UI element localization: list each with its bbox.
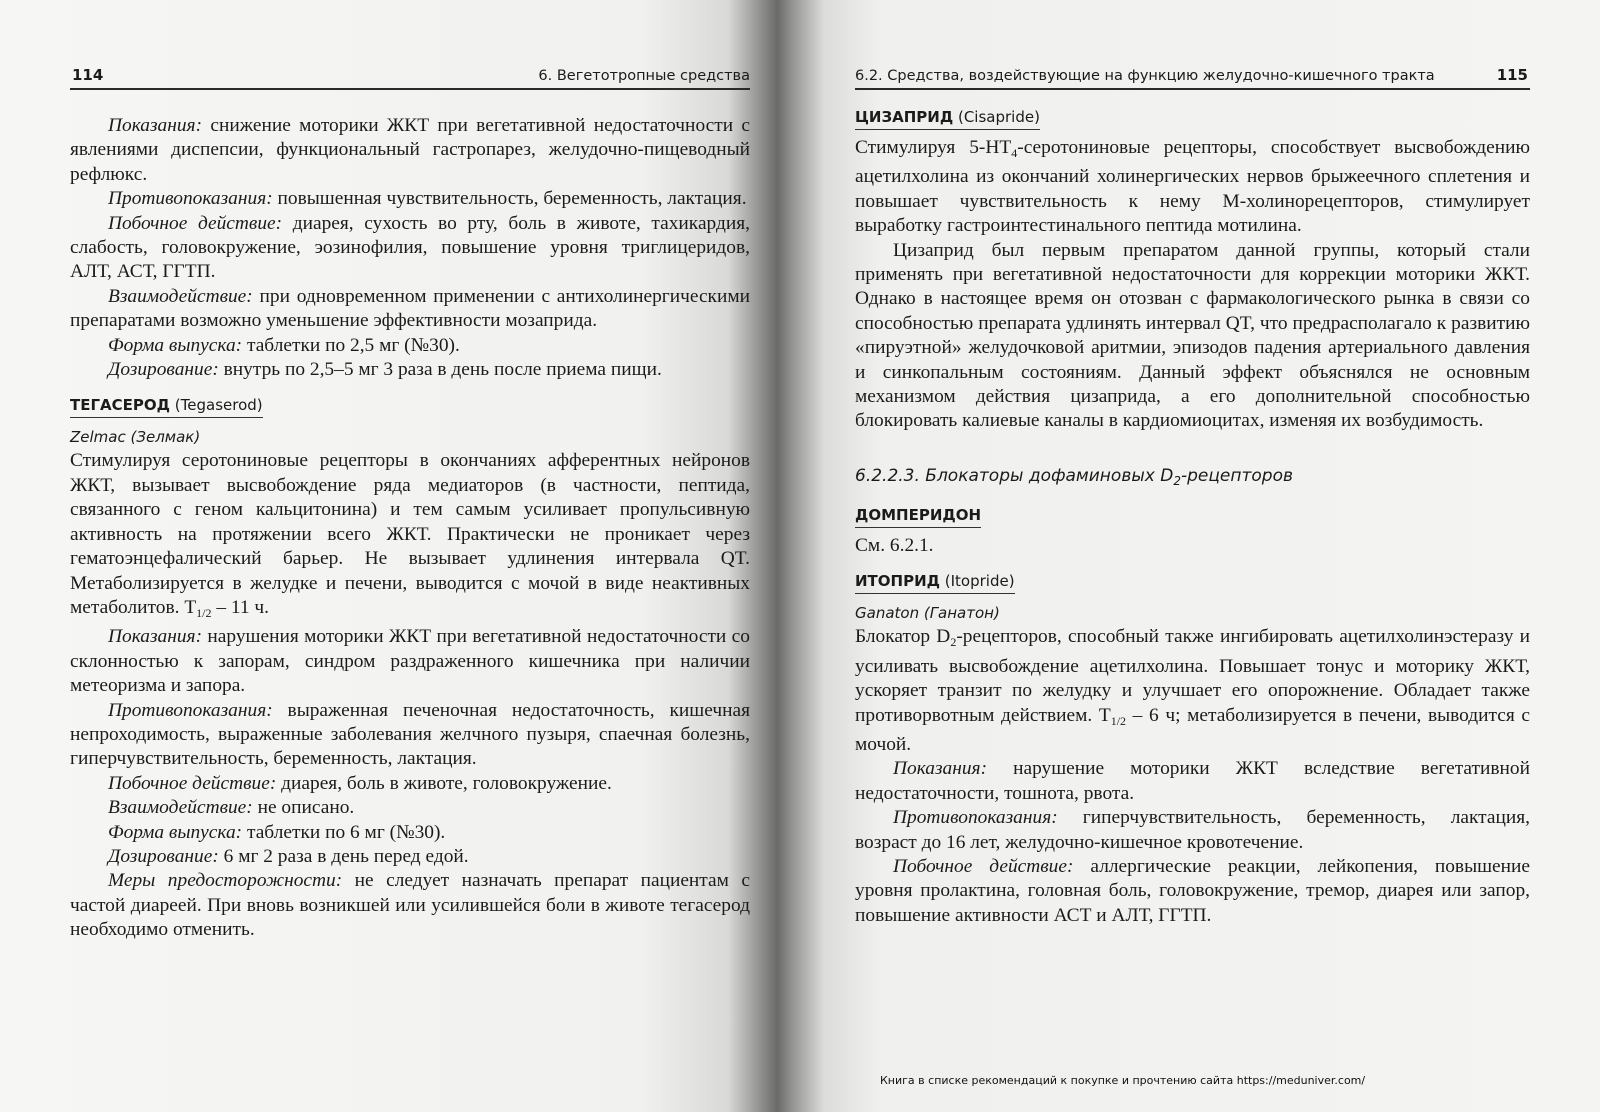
field-label: Взаимодействие: bbox=[108, 797, 253, 819]
paragraph bbox=[70, 285, 750, 334]
field-label: Меры предосторожности: bbox=[108, 870, 343, 892]
paragraph bbox=[70, 869, 750, 942]
field-text: нарушения моторики ЖКТ при вегетативной недостаточности со склонностью к запорам, синдром раздраженного кишечника при наличии метеоризма и запора. bbox=[70, 626, 750, 697]
running-title: 6.2. Средства, воздействующие на функцию желудочно-кишечного тракта bbox=[855, 68, 1435, 84]
running-title: 6. Вегетотропные средства bbox=[538, 68, 750, 84]
drug-name: ДОМПЕРИДОН bbox=[855, 505, 982, 524]
field-label: Противопоказания: bbox=[893, 807, 1058, 829]
drug-name: ЦИЗАПРИД bbox=[855, 108, 954, 126]
right-page bbox=[855, 0, 1530, 1080]
left-page bbox=[70, 0, 750, 1080]
field-label: Форма выпуска: bbox=[108, 821, 243, 843]
paragraph bbox=[855, 757, 1530, 806]
field-label: Дозирование: bbox=[108, 845, 219, 867]
drug-latin-name: (Cisapride) bbox=[953, 108, 1040, 126]
field-text: аллергические реакции, лейкопения, повышение уровня пролактина, головная боль, головокружение, тремор, диарея или запор, повышение активности АСТ и АЛТ, ГГТП. bbox=[855, 855, 1530, 926]
paragraph: Цизаприд был первым препаратом данной группы, который стали применять при вегетативной недостаточности для коррекции моторики ЖКТ. Однако в настоящее время он отозван с фармакологического рынка в связи со способностью препарата удлинять интервал QT, что предрасполагало к развитию «пируэтной» желудочковой аритмии, эпизодов падения артериального давления и синкопальным состояниям. Данный эффект объяснялся не основным механизмом действия цизаприда, а его дополнительной способностью блокировать калиевые каналы в кардиомиоцитах, изменяя их возбудимость. bbox=[855, 239, 1530, 432]
drug-description bbox=[70, 449, 750, 625]
field-text: нарушение моторики ЖКТ вследствие вегетативной недостаточности, тошнота, рвота. bbox=[855, 758, 1530, 804]
drug-latin-name: (Itopride) bbox=[940, 572, 1015, 591]
description-text: – 11 ч. bbox=[211, 596, 270, 618]
field-label: Взаимодействие: bbox=[108, 285, 253, 307]
paragraph bbox=[70, 114, 750, 187]
field-text: выраженная печеночная недостаточность, кишечная непроходимость, выраженные заболевания желчного пузыря, спаечная болезнь, гиперчувствительность, беременность, лактация. bbox=[70, 699, 750, 770]
subscript: 2 bbox=[950, 635, 957, 650]
cross-reference: См. 6.2.1. bbox=[855, 534, 934, 556]
description-text: Блокатор D bbox=[855, 626, 951, 648]
page-number: 114 bbox=[72, 66, 104, 84]
paragraph bbox=[70, 187, 750, 211]
trade-name: Ganaton (Ганатон) bbox=[855, 604, 1000, 623]
field-text: таблетки по 6 мг (№30). bbox=[242, 821, 446, 843]
drug-heading-itopride bbox=[855, 572, 1015, 594]
description-text: – 6 ч; метаболизируется в печени, выводится с мочой. bbox=[855, 704, 1531, 755]
field-text: не описано. bbox=[252, 797, 355, 819]
field-text: не следует назначать препарат пациентам с частой диареей. При вновь возникшей или усилившейся боли в животе тегасерод необходимо отменить. bbox=[70, 870, 750, 941]
footer-note: Книга в списке рекомендаций к покупке и прочтению сайта https://meduniver.com/ bbox=[880, 1074, 1366, 1087]
drug-name: ИТОПРИД bbox=[855, 572, 940, 591]
left-page-body bbox=[70, 114, 750, 943]
field-text: при одновременном применении с антихолинергическими препаратами возможно уменьшение эффективности мозаприда. bbox=[70, 285, 750, 332]
description-text: Стимулируя 5-НТ bbox=[855, 137, 1012, 158]
description-text: Стимулируя серотониновые рецепторы в окончаниях афферентных нейронов ЖКТ, вызывает высвобождение ряда медиаторов (в частности, пептида, связанного с геном кальцитонина) и тем самым усиливает пропульсивную активность на протяжении всего ЖКТ. Практически не проникает через гематоэнцефалический барьер. Не вызывает удлинения интервала QT. Метаболизируется в желудке и печени, выводится с мочой в виде неактивных метаболитов. T bbox=[70, 450, 750, 618]
paragraph bbox=[70, 796, 750, 820]
subsection-text: -рецепторов bbox=[1180, 465, 1293, 486]
paragraph bbox=[70, 334, 750, 358]
drug-heading-domperidone bbox=[855, 506, 981, 528]
paragraph bbox=[855, 855, 1530, 928]
paragraph bbox=[70, 358, 750, 382]
field-label: Противопоказания: bbox=[108, 188, 273, 210]
subscript: 4 bbox=[1011, 146, 1018, 160]
paragraph bbox=[70, 625, 750, 698]
page-number: 115 bbox=[1496, 66, 1528, 84]
field-text: диарея, боль в животе, головокружение. bbox=[276, 772, 612, 794]
field-label: Показания: bbox=[108, 626, 203, 648]
subscript: 2 bbox=[1173, 473, 1181, 488]
subsection-text: 6.2.2.3. Блокаторы дофаминовых D bbox=[855, 465, 1174, 486]
field-text: 6 мг 2 раза в день перед едой. bbox=[218, 845, 469, 867]
field-label: Противопоказания: bbox=[108, 699, 273, 721]
field-label: Дозирование: bbox=[108, 359, 219, 381]
drug-heading-cisapride bbox=[855, 108, 1040, 130]
subscript: 1/2 bbox=[196, 605, 212, 620]
drug-name: ТЕГАСЕРОД bbox=[70, 396, 171, 415]
field-text: внутрь по 2,5–5 мг 3 раза в день после приема пищи. bbox=[218, 359, 662, 381]
paragraph bbox=[70, 699, 750, 772]
drug-description bbox=[855, 136, 1530, 239]
field-text: диарея, сухость во рту, боль в животе, тахикардия, слабость, головокружение, эозинофилия, повышение уровня триглицеридов, АЛТ, АСТ, ГГТП. bbox=[70, 212, 750, 283]
description-text: -рецепторов, способный также ингибировать ацетилхолинэстеразу и усиливать высвобождение ацетилхолина. Повышает тонус и моторику ЖКТ, ускоряет транзит по желудку и улучшает его опорожнение. Обладает также противорвотным действием. T bbox=[855, 626, 1530, 726]
field-label: Побочное действие: bbox=[893, 855, 1074, 877]
field-text: таблетки по 2,5 мг (№30). bbox=[242, 334, 460, 356]
field-label: Показания: bbox=[108, 115, 203, 136]
right-page-body bbox=[855, 108, 1530, 928]
paragraph bbox=[70, 772, 750, 796]
paragraph bbox=[70, 845, 750, 869]
description-text: -серотониновые рецепторы, способствует высвобождению ацетилхолина из окончаний холинергических нервов брыжеечного сплетения и повышает чувствительность к нему М-холинорецепторов, стимулирует выработку гастроинтестинального пептида мотилина. bbox=[855, 137, 1530, 237]
field-label: Показания: bbox=[893, 758, 988, 780]
field-label: Форма выпуска: bbox=[108, 334, 243, 356]
left-page-header bbox=[70, 62, 750, 90]
paragraph bbox=[855, 806, 1530, 855]
subscript: 1/2 bbox=[1110, 713, 1127, 728]
field-label: Побочное действие: bbox=[108, 772, 277, 794]
paragraph bbox=[70, 212, 750, 285]
drug-latin-name: (Tegaserod) bbox=[170, 396, 263, 415]
field-text: повышенная чувствительность, беременность, лактация. bbox=[272, 188, 747, 210]
drug-description bbox=[855, 625, 1530, 757]
field-text: гиперчувствительность, беременность, лактация, возраст до 16 лет, желудочно-кишечное кровотечение. bbox=[855, 807, 1530, 853]
paragraph bbox=[70, 821, 750, 845]
subsection-heading bbox=[855, 466, 1530, 488]
drug-heading-tegaserod bbox=[70, 396, 263, 418]
trade-name: Zelmac (Зелмак) bbox=[70, 428, 201, 447]
field-label: Побочное действие: bbox=[108, 212, 283, 234]
field-text: снижение моторики ЖКТ при вегетативной недостаточности с явлениями диспепсии, функциональный гастропарез, желудочно-пищеводный рефлюкс. bbox=[70, 115, 750, 185]
right-page-header bbox=[855, 62, 1530, 90]
